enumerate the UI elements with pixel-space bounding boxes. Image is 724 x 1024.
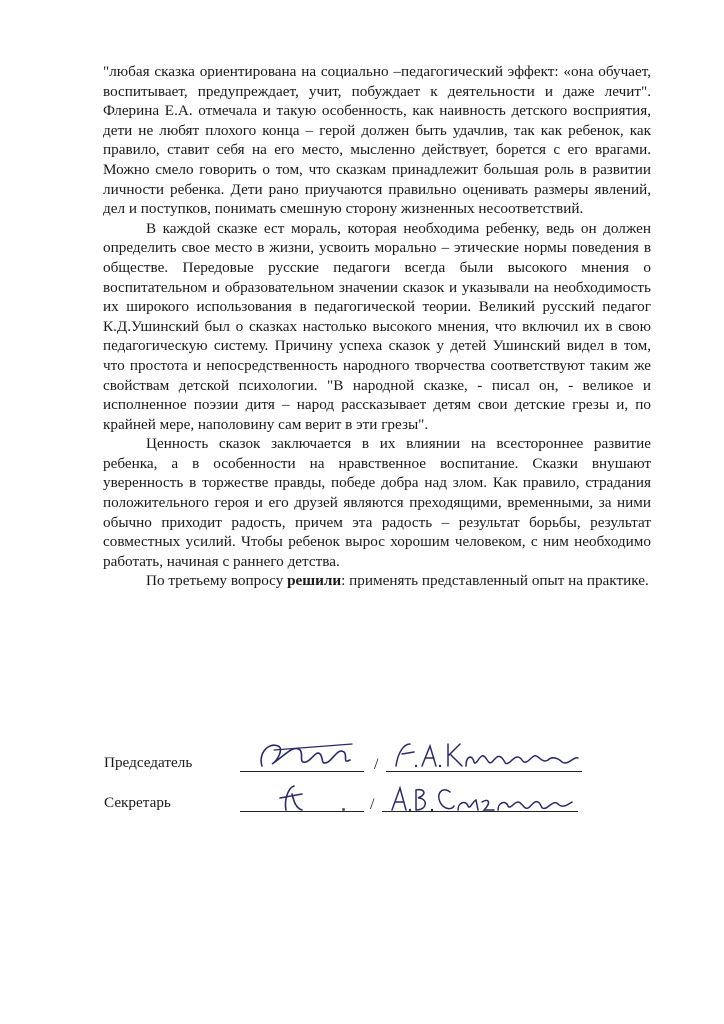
chair-separator: / — [374, 756, 379, 773]
resolution-text-after: : применять представленный опыт на практике. — [341, 572, 649, 590]
secretary-separator: / — [370, 796, 375, 813]
secretary-signature-row — [104, 780, 624, 820]
resolution-text-before: По третьему вопросу — [146, 572, 288, 590]
resolution-keyword: решили — [287, 572, 342, 590]
secretary-mark-dot — [342, 808, 345, 811]
paragraph-3: Ценность сказок заключается в их влиянии на всестороннее развитие ребенка, а в особенности на нравственное воспитание. Сказки внушают уверенность в торжестве правды, победе добра над злом. Как правило, страдания положительного героя и его друзей являются преходящими, временными, за ними обычно приходит радость, причем эта радость – результат борьбы, результат совместных усилий. Чтобы ребенок вырос хорошим человеком, с ним необходимо работать, начиная с раннего детства. — [103, 435, 651, 570]
chair-role-label: Председатель — [104, 754, 193, 771]
secretary-signature-scribble — [272, 780, 312, 816]
resolution-paragraph — [103, 571, 651, 591]
paragraph-2: В каждой сказке ест мораль, которая необходима ребенку, ведь он должен определить свое место в жизни, усвоить морально – этические нормы поведения в обществе. Передовые русские педагоги всегда были высокого мнения о воспитательном и образовательном значении сказок и указывали на необходимость их широкого использования в педагогической теории. Великий русский педагог К.Д.Ушинский был о сказках настолько высокого мнения, что включил их в свою педагогическую систему. Причину успеха сказок у детей Ушинский видел в том, что простота и непосредственность народного творчества соответствуют таким же свойствам детской психологии. "В народной сказке, - писал он, - великое и исполненное поэзии дитя – народ рассказывает детям свои детские грезы и, по крайней мере, наполовину сам верит в эти грезы". — [103, 219, 651, 433]
chair-signature-row — [104, 740, 624, 780]
chair-signature-scribble — [254, 736, 364, 776]
paragraph-1: "любая сказка ориентирована на социально –педагогический эффект: «она обучает, воспитывает, предупреждает, учит, побуждает к деятельности и даже лечит". Флерина Е.А. отмечала и такую особенность, как наивность детского восприятия, дети не любят плохого конца – герой должен быть удачлив, так как ребенок, как правило, ставит себя на его место, мысленно действует, борется с его врагами. Можно смело говорить о том, что сказкам принадлежит большая роль в развитии личности ребенка. Дети рано приучаются правильно оценивать размеры явлений, дел и поступков, понимать смешную сторону жизненных несоответствий. — [103, 63, 651, 218]
secretary-role-label: Секретарь — [104, 794, 171, 811]
chair-handwritten-name — [392, 736, 582, 776]
secretary-handwritten-name — [388, 780, 578, 818]
document-body — [103, 62, 651, 591]
